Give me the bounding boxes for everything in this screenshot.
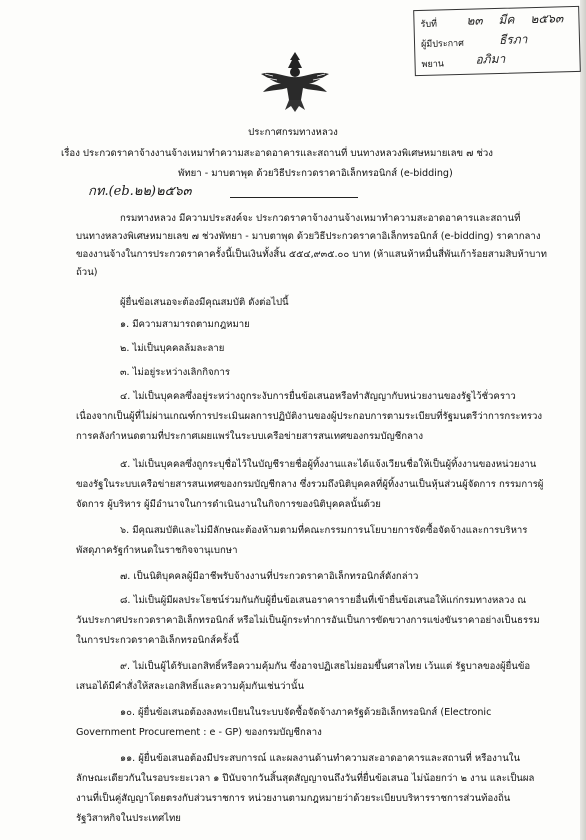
qualification-9-line2: เสนอได้มีคำสั่งให้สละเอกสิทธิ์และความคุ้มกันเช่นว่านั้น (76, 681, 305, 692)
qualification-3: ๓. ไม่อยู่ระหว่างเลิกกิจการ (120, 367, 231, 378)
received-label: รับที่ (420, 19, 438, 30)
qualification-1: ๑. มีความสามารถตามกฎหมาย (120, 319, 250, 330)
para1-line4: ถ้วน) (76, 267, 98, 278)
qualification-10-line2: Government Procurement : e - GP) ของกรมบัญชีกลาง (76, 727, 322, 738)
qualification-5-line3: จัดการ ผู้บริหาร ผู้มีอำนาจในการดำเนินงานในกิจการของนิติบุคคลนั้นด้วย (76, 499, 381, 510)
qualification-11-line3: งานที่เป็นคู่สัญญาโดยตรงกับส่วนราชการ หน่วยงานตามกฎหมายว่าด้วยระเบียบบริหารราชการส่วนท้องถิ่น (76, 793, 511, 804)
qualification-5-line1: ๕. ไม่เป็นบุคคลซึ่งถูกระบุชื่อไว้ในบัญชีรายชื่อผู้ทิ้งงานและได้แจ้งเวียนชื่อให้เป็นผู้ทิ้งงานของหน่วยงาน (120, 459, 537, 470)
receipt-stamp (413, 6, 581, 76)
witness-label: พยาน (421, 59, 445, 70)
qualification-4-line1: ๔. ไม่เป็นบุคคลซึ่งอยู่ระหว่างถูกระงับการยื่นข้อเสนอหรือทำสัญญากับหน่วยงานของรัฐไว้ชั่วคราว (120, 391, 516, 402)
qualification-8-line2: วันประกาศประกวดราคาอิเล็กทรอนิกส์ หรือไม่เป็นผู้กระทำการอันเป็นการขัดขวางการแข่งขันราคาอย่างเป็นธรรม (76, 615, 540, 626)
para1-line1: กรมทางหลวง มีความประสงค์จะ ประกวดราคาจ้างงานจ้างเหมาทำความสะอาดอาคารและสถานที่ (120, 213, 521, 224)
qualification-4-line3: การคลังกำหนดตามที่ประกาศเผยแพร่ในระบบเครือข่ายสารสนเทศของกรมบัญชีกลาง (76, 431, 424, 442)
qualification-2: ๒. ไม่เป็นบุคคลล้มละลาย (120, 343, 225, 354)
handwritten-reference: กท.(eb.๒๒)๒๕๖๓ (88, 184, 192, 199)
subject-line-1: เรื่อง ประกวดราคาจ้างงานจ้างเหมาทำความสะอาดอาคารและสถานที่ บนทางหลวงพิเศษหมายเลข ๗ ช่วง (61, 148, 493, 159)
received-year: ๒๕๖๓ (530, 11, 564, 27)
qualification-11-line4: รัฐวิสาหกิจในประเทศไทย (76, 813, 181, 824)
qualification-4-line2: เนื่องจากเป็นผู้ที่ไม่ผ่านเกณฑ์การประเมินผลการปฏิบัติงานของผู้ประกอบการตามระเบียบที่รัฐมนตรีว่าการกระทรวง (76, 411, 543, 422)
qualification-8-line1: ๘. ไม่เป็นผู้มีผลประโยชน์ร่วมกันกับผู้ยื่นข้อเสนอราคารายอื่นที่เข้ายื่นข้อเสนอให้แก่กรมทางหลวง ณ (120, 595, 527, 606)
qualification-9-line1: ๙. ไม่เป็นผู้ได้รับเอกสิทธิ์หรือความคุ้มกัน ซึ่งอาจปฏิเสธไม่ยอมขึ้นศาลไทย เว้นแต่ รัฐบาลของผู้ยื่นข้อ (120, 661, 531, 672)
header-underline (230, 197, 358, 198)
subject-line-2: พัทยา - มาบตาพุด ด้วยวิธีประกวดราคาอิเล็กทรอนิกส์ (e-bidding) (178, 168, 453, 179)
qualification-11-line2: ลักษณะเดียวกันในรอบระยะเวลา ๑ ปีนับจากวันสิ้นสุดสัญญาจนถึงวันที่ยื่นข้อเสนอ ไม่น้อยกว่า ๒ งาน และเป็นผล (76, 773, 535, 784)
qualification-10-line1: ๑๐. ผู้ยื่นข้อเสนอต้องลงทะเบียนในระบบจัดซื้อจัดจ้างภาครัฐด้วยอิเล็กทรอนิกส์ (Electronic (120, 707, 492, 718)
recipient-label: ผู้มีประกาศ (420, 38, 465, 50)
recipient-signature: ธีรภา (498, 32, 528, 47)
received-month: มีค (498, 12, 515, 27)
witness-signature: อภิมา (475, 51, 506, 67)
qualification-6-line2: พัสดุภาครัฐกำหนดในราชกิจจานุเบกษา (76, 545, 238, 556)
qualification-8-line3: ในการประกวดราคาอิเล็กทรอนิกส์ครั้งนี้ (76, 635, 239, 646)
issuer-title: ประกาศกรมทางหลวง (248, 127, 338, 138)
qualifications-intro: ผู้ยื่นข้อเสนอจะต้องมีคุณสมบัติ ดังต่อไปนี้ (120, 297, 289, 308)
garuda-emblem-icon (259, 48, 331, 114)
para1-line3: ของงานจ้างในการประกวดราคาครั้งนี้เป็นเงินทั้งสิ้น ๕๕๔,๙๓๕.๐๐ บาท (ห้าแสนห้าหมื่นสี่พันเก้าร้อยสามสิบห้าบาท (76, 249, 547, 260)
qualification-11-line1: ๑๑. ผู้ยื่นข้อเสนอต้องมีประสบการณ์ และผลงานด้านทำความสะอาดอาคารและสถานที่ หรืองานใน (120, 753, 521, 764)
para1-line2: บนทางหลวงพิเศษหมายเลข ๗ ช่วงพัทยา - มาบตาพุด ด้วยวิธีประกวดราคาอิเล็กทรอนิกส์ (e-bidding) ราคากลาง (76, 231, 541, 242)
qualification-6-line1: ๖. มีคุณสมบัติและไม่มีลักษณะต้องห้ามตามที่คณะกรรมการนโยบายการจัดซื้อจัดจ้างและการบริหาร (120, 525, 528, 536)
qualification-7: ๗. เป็นนิติบุคคลผู้มีอาชีพรับจ้างงานที่ประกวดราคาอิเล็กทรอนิกส์ดังกล่าว (120, 571, 419, 582)
received-number: ๒๓ (466, 13, 483, 28)
qualification-5-line2: ของรัฐในระบบเครือข่ายสารสนเทศของกรมบัญชีกลาง ซึ่งรวมถึงนิติบุคคลที่ผู้ทิ้งงานเป็นหุ้นส่วนผู้จัดการ กรรมการผู้ (76, 479, 544, 490)
